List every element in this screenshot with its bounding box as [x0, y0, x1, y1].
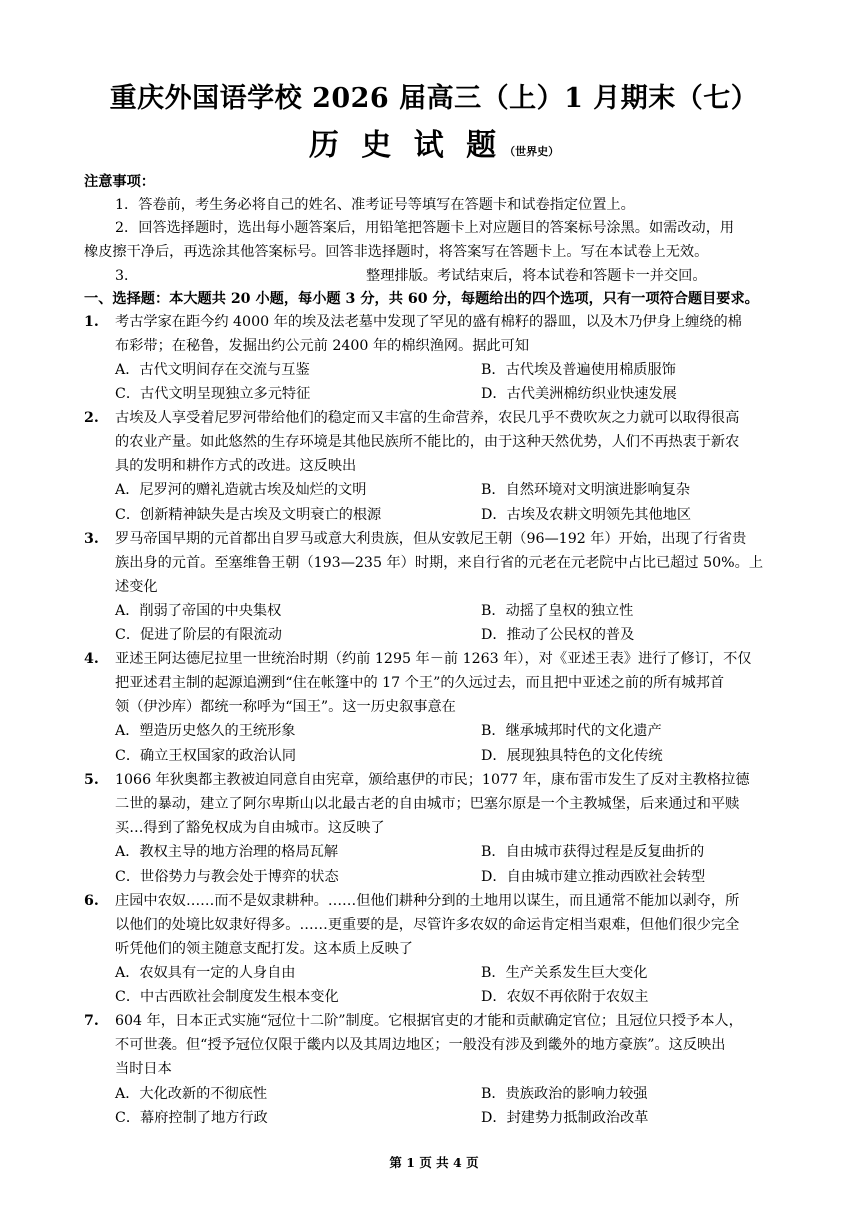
option-a: A．教权主导的地方治理的格局瓦解	[115, 844, 339, 860]
option-c: C．幕府控制了地方行政	[115, 1110, 268, 1126]
note-item-1: 1．答卷前，考生务必将自己的姓名、准考证号等填写在答题卡和试卷指定位置上。	[115, 197, 635, 213]
option-a: A．塑造历史悠久的王统形象	[115, 723, 296, 739]
option-c: C．古代文明呈现独立多元特征	[115, 386, 311, 402]
option-d: D．古埃及农耕文明领先其他地区	[481, 507, 692, 523]
option-b: B．生产关系发生巨大变化	[481, 965, 648, 981]
question-text: 听凭他们的领主随意支配打发。这本质上反映了	[115, 941, 413, 957]
option-b: B．贵族政治的影响力较强	[481, 1086, 648, 1102]
question-text: 具的发明和耕作方式的改进。这反映出	[115, 458, 357, 474]
page-footer: 第 1 页 共 4 页	[389, 1155, 479, 1170]
option-d: D．推动了公民权的普及	[481, 627, 635, 643]
question-number: 6.	[84, 893, 99, 909]
question-text: 把亚述君主制的起源追溯到“住在帐篷中的 17 个王”的久远过去，而且把中亚述之前的所有城邦首	[115, 675, 725, 691]
question-number: 2.	[84, 410, 99, 426]
question-number: 3.	[84, 531, 99, 547]
question-number: 4.	[84, 651, 99, 667]
question-text: 庄园中农奴……而不是奴隶耕种。……但他们耕种分到的土地用以谋生，而且通常不能加以剥夺，所	[115, 893, 740, 909]
note-item-2-cont: 橡皮擦干净后，再选涂其他答案标号。回答非选择题时，将答案写在答题卡上。写在本试卷上无效。	[84, 244, 709, 260]
question-text: 1066 年狄奥都主教被迫同意自由宪章，颁给惠伊的市民；1077 年，康布雷市发生了反对主教格拉德	[115, 772, 750, 788]
option-a: A．农奴具有一定的人身自由	[115, 965, 296, 981]
subject-note: （世界史）	[504, 145, 560, 158]
exam-title: 重庆外国语学校 2026 届高三（上）1 月期末（七）	[109, 83, 759, 114]
option-d: D．自由城市建立推动西欧社会转型	[481, 869, 706, 885]
option-a: A．尼罗河的赠礼造就古埃及灿烂的文明	[115, 482, 367, 498]
question-text: 二世的暴动，建立了阿尔卑斯山以北最古老的自由城市；巴塞尔原是一个主教城堡，后来通过和平赎	[115, 796, 740, 812]
option-b: B．动摇了皇权的独立性	[481, 603, 634, 619]
option-b: B．继承城邦时代的文化遗产	[481, 723, 662, 739]
subject-title: 历 史 试 题	[308, 128, 503, 163]
option-c: C．世俗势力与教会处于博弈的状态	[115, 869, 339, 885]
question-number: 7.	[84, 1013, 99, 1029]
question-text: 当时日本	[115, 1061, 172, 1077]
note-item-3-num: 3．	[115, 268, 139, 284]
option-b: B．古代埃及普遍使用棉质服饰	[481, 362, 676, 378]
question-text: 考古学家在距今约 4000 年的埃及法老墓中发现了罕见的盛有棉籽的器皿，以及木乃伊身上缠绕的棉	[115, 314, 742, 330]
option-b: B．自然环境对文明演进影响复杂	[481, 482, 691, 498]
option-d: D．展现独具特色的文化传统	[481, 748, 663, 764]
question-text: 604 年，日本正式实施“冠位十二阶”制度。它根据官吏的才能和贡献确定官位；且冠位只授予本人，	[115, 1013, 743, 1029]
option-c: C．确立王权国家的政治认同	[115, 748, 297, 764]
question-text: 买…得到了豁免权成为自由城市。这反映了	[115, 820, 385, 836]
option-c: C．促进了阶层的有限流动	[115, 627, 282, 643]
question-text: 族出身的元首。至塞维鲁王朝（193—235 年）时期，来自行省的元老在元老院中占比已超过 50%。上	[115, 555, 764, 571]
question-text: 罗马帝国早期的元首都出自罗马或意大利贵族，但从安敦尼王朝（96—192 年）开始，出现了行省贵	[115, 531, 747, 547]
note-item-2: 2．回答选择题时，选出每小题答案后，用铅笔把答题卡上对应题目的答案标号涂黑。如需改动，用	[115, 220, 735, 236]
notes-heading: 注意事项：	[84, 174, 155, 190]
option-d: D．封建势力抵制政治改革	[481, 1110, 649, 1126]
question-text: 不可世袭。但“授予冠位仅限于畿内以及其周边地区；一般没有涉及到畿外的地方豪族”。这反映出	[115, 1037, 726, 1053]
note-item-3: 整理排版。考试结束后，将本试卷和答题卡一并交回。	[366, 268, 707, 284]
section-heading: 一、选择题：本大题共 20 小题，每小题 3 分，共 60 分，每题给出的四个选项，只有一项符合题目要求。	[84, 291, 759, 307]
option-a: A．大化改新的不彻底性	[115, 1086, 268, 1102]
question-text: 领（伊沙库）都统一称呼为“国王”。这一历史叙事意在	[115, 699, 456, 715]
option-d: D．古代美洲棉纺织业快速发展	[481, 386, 677, 402]
option-b: B．自由城市获得过程是反复曲折的	[481, 844, 705, 860]
question-text: 古埃及人享受着尼罗河带给他们的稳定而又丰富的生命营养，农民几乎不费吹灰之力就可以取得很高	[115, 410, 740, 426]
question-number: 5.	[84, 772, 99, 788]
question-text: 以他们的处境比奴隶好得多。……更重要的是，尽管许多农奴的命运肯定相当艰难，但他们很少完全	[115, 917, 740, 933]
option-d: D．农奴不再依附于农奴主	[481, 989, 649, 1005]
option-c: C．中古西欧社会制度发生根本变化	[115, 989, 339, 1005]
option-a: A．削弱了帝国的中央集权	[115, 603, 282, 619]
question-text: 述变化	[115, 579, 158, 595]
question-text: 的农业产量。如此悠然的生存环境是其他民族所不能比的，由于这种天然优势，人们不再热衷于新农	[115, 434, 740, 450]
subject-heading	[0, 127, 868, 165]
question-text: 亚述王阿达德尼拉里一世统治时期（约前 1295 年－前 1263 年），对《亚述王表》进行了修订，不仅	[115, 651, 752, 667]
option-c: C．创新精神缺失是古埃及文明衰亡的根源	[115, 507, 382, 523]
question-number: 1.	[84, 314, 99, 330]
question-text: 布彩带；在秘鲁，发掘出约公元前 2400 年的棉织渔网。据此可知	[115, 338, 530, 354]
option-a: A．古代文明间存在交流与互鉴	[115, 362, 310, 378]
